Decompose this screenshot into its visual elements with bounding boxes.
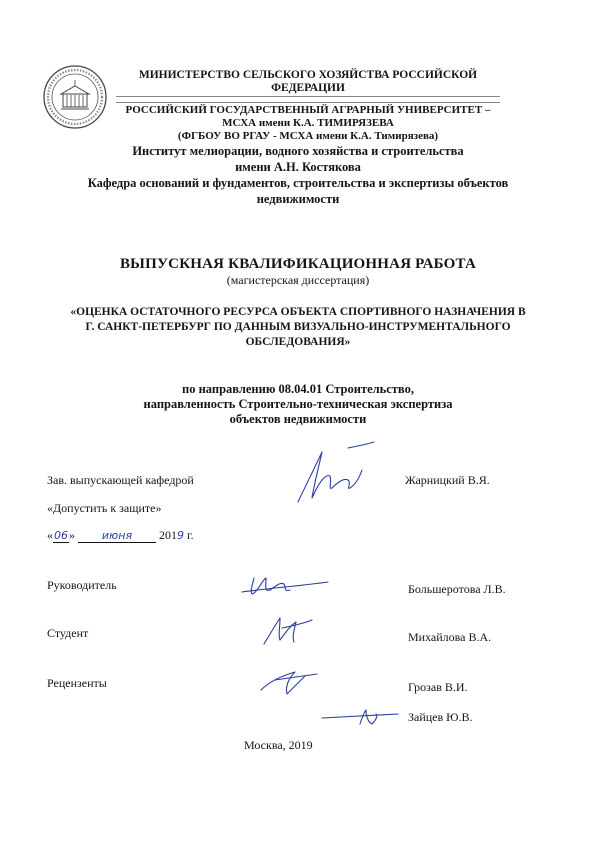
date-month: июня: [78, 529, 156, 543]
supervisor-label: Руководитель: [47, 578, 117, 592]
date-year-prefix: 201: [159, 528, 177, 542]
direction-line-2: направленность Строительно-техническая экспертиза: [143, 397, 453, 411]
head-signature: [288, 440, 378, 510]
admit-to-defense-text: «Допустить к защите»: [47, 501, 162, 515]
topic-line-2: Г. САНКТ-ПЕТЕРБУРГ ПО ДАННЫМ ВИЗУАЛЬНО-ИНСТРУМЕНТАЛЬНОГО: [85, 321, 511, 333]
university-seal-logo: [42, 64, 108, 130]
department-name-line: Кафедра оснований и фундаментов, строительства и экспертизы объектов: [87, 176, 509, 190]
topic-line-3: ОБСЛЕДОВАНИЯ»: [245, 336, 351, 348]
institute-name-line-2: имени А.Н. Костякова: [235, 160, 361, 174]
date-open-quote: «: [47, 528, 53, 542]
topic-line-1: «ОЦЕНКА ОСТАТОЧНОГО РЕСУРСА ОБЪЕКТА СПОРТИВНОГО НАЗНАЧЕНИЯ В: [70, 306, 526, 318]
supervisor-name: Большеротова Л.В.: [408, 582, 506, 596]
header-abbreviation-line: (ФГБОУ ВО РГАУ - МСХА имени К.А. Тимирязева): [177, 130, 439, 142]
city-year: Москва, 2019: [244, 738, 313, 752]
student-label: Студент: [47, 626, 89, 640]
reviewers-label: Рецензенты: [47, 676, 107, 690]
ministry-header: [108, 69, 508, 143]
date-close-quote: »: [69, 528, 75, 542]
header-university-line: РОССИЙСКИЙ ГОСУДАРСТВЕННЫЙ АГРАРНЫЙ УНИВЕРСИТЕТ –: [125, 104, 491, 116]
reviewer1-signature: [255, 660, 325, 700]
date-day: 06: [54, 529, 68, 542]
work-subtitle: (магистерская диссертация): [226, 273, 370, 287]
thesis-topic: [0, 305, 596, 350]
head-of-department-label: Зав. выпускающей кафедрой: [47, 473, 194, 487]
institute-name-line: Институт мелиорации, водного хозяйства и строительства: [132, 144, 464, 158]
work-title: ВЫПУСКНАЯ КВАЛИФИКАЦИОННАЯ РАБОТА: [119, 256, 477, 272]
institute-block: [0, 143, 596, 207]
reviewer2-signature: [320, 704, 400, 728]
direction-line-3: объектов недвижимости: [229, 412, 367, 426]
header-ministry-line: МИНИСТЕРСТВО СЕЛЬСКОГО ХОЗЯЙСТВА РОССИЙСКОЙ ФЕДЕРАЦИИ: [138, 69, 478, 94]
student-name: Михайлова В.А.: [408, 630, 492, 644]
reviewer2-name: Зайцев Ю.В.: [408, 710, 473, 724]
head-of-department-name: Жарницкий В.Я.: [405, 473, 490, 487]
student-signature: [252, 606, 322, 650]
approval-date: [47, 528, 194, 543]
date-suffix: г.: [187, 528, 194, 542]
direction-line-1: по направлению 08.04.01 Строительство,: [182, 382, 414, 396]
header-decoration-line: [116, 96, 500, 103]
department-name-line-2: недвижимости: [256, 192, 340, 206]
supervisor-signature: [240, 570, 330, 602]
header-university-name-line: МСХА имени К.А. ТИМИРЯЗЕВА: [222, 117, 394, 129]
reviewer1-name: Грозав В.И.: [408, 680, 468, 694]
date-year-digit: 9: [177, 529, 184, 542]
study-direction: [0, 382, 596, 427]
